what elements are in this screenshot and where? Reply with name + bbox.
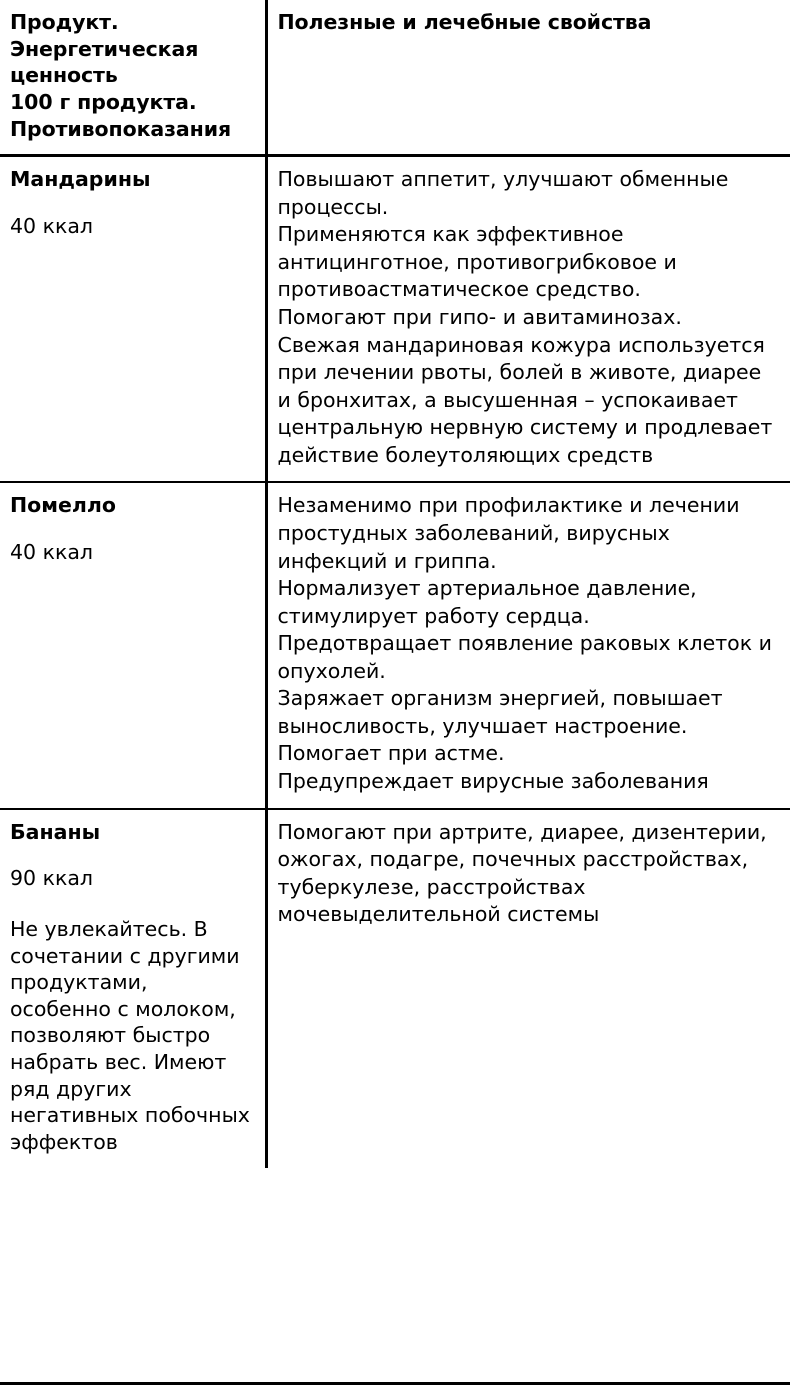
table-body [0,156,790,1168]
header-product-line-1: Продукт. [10,10,119,34]
product-energy: 40 ккал [10,213,94,238]
product-name: Помелло [10,493,117,518]
product-contraindications: Не увлекайтесь. В сочетании с другими продуктами, особенно с молоком, позволяют быстро набрать вес. Имеют ряд других негативных побочных эффектов [10,916,250,1154]
table-row [0,809,790,1168]
product-cell [0,809,266,1168]
header-properties-label: Полезные и лечебные свойства [277,10,652,34]
properties-cell [266,809,790,1168]
header-cell-properties [266,0,790,156]
product-energy: 40 ккал [10,540,94,565]
table-header-row [0,0,790,156]
product-cell [0,156,266,483]
product-energy: 90 ккал [10,866,94,891]
table-row [0,156,790,483]
properties-cell [266,482,790,808]
product-cell [0,482,266,808]
product-name: Бананы [10,819,101,844]
properties-cell [266,156,790,483]
table-row [0,482,790,808]
header-cell-product [0,0,266,156]
header-product-line-2: Энергетическая ценность [10,36,199,88]
properties-text: Помогают при артрите, диарее, дизентерии, ожогах, подагре, почечных расстройствах, туберкулезе, расстройствах мочевыделительной системы [277,819,767,927]
properties-text: Повышают аппетит, улучшают обменные процессы. Применяются как эффективное антицинготное, противогрибковое и противоастматическое средство. Помогают при гипо- и авитаминозах. Свежая мандариновая кожура используется при лечении рвоты, болей в животе, диарее и бронхитах, а высушенная – успокаивает центральную нервную систему и продлевает действие болеутоляющих средств [277,167,773,467]
properties-text: Незаменимо при профилактике и лечении простудных заболеваний, вирусных инфекций и гриппа. Нормализует артериальное давление, стимулирует работу сердца. Предотвращает появление раковых клеток и опухолей. Заряжает организм энергией, повышает выносливость, улучшает настроение. Помогает при астме. Предупреждает вирусные заболевания [277,493,772,794]
header-product-line-3: 100 г продукта. [10,89,197,114]
product-name: Мандарины [10,167,151,192]
header-product-line-4: Противопоказания [10,116,232,141]
